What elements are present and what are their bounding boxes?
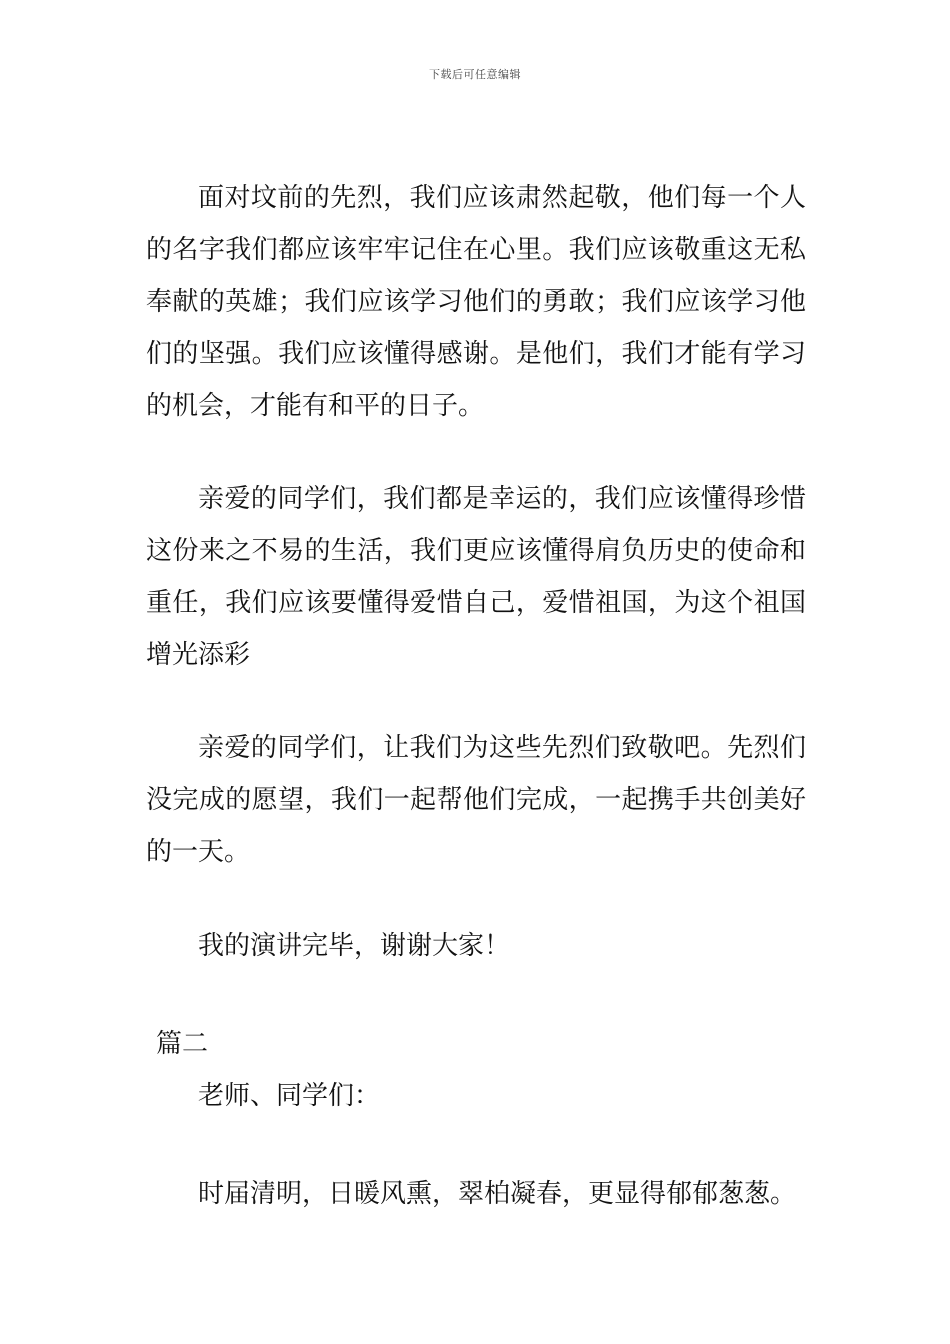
section-opening-paragraph: 时届清明，日暖风熏，翠柏凝春，更显得郁郁葱葱。 [198,1179,797,1209]
page-header: 下载后可任意编辑 [429,68,521,81]
section-greeting: 老师、同学们： [198,1081,381,1111]
paragraph-closing: 我的演讲完毕，谢谢大家！ [198,931,511,961]
section-title: 篇二 [156,1029,209,1059]
paragraph-martyrs-respect: 面对坟前的先烈，我们应该肃然起敬，他们每一个人的名字我们都应该牢牢记住在心里。我们应该敬重这无私奉献的英雄；我们应该学习他们的勇敢；我们应该学习他们的坚强。我们应该懂得感谢。是他们，我们才能有学习的机会，才能有和平的日子。 [146,183,806,421]
paragraph-salute-martyrs: 亲爱的同学们，让我们为这些先烈们致敬吧。先烈们没完成的愿望，我们一起帮他们完成，一起携手共创美好的一天。 [146,733,806,867]
paragraph-cherish-life: 亲爱的同学们，我们都是幸运的，我们应该懂得珍惜这份来之不易的生活，我们更应该懂得肩负历史的使命和重任，我们应该要懂得爱惜自己，爱惜祖国，为这个祖国增光添彩 [146,484,806,670]
